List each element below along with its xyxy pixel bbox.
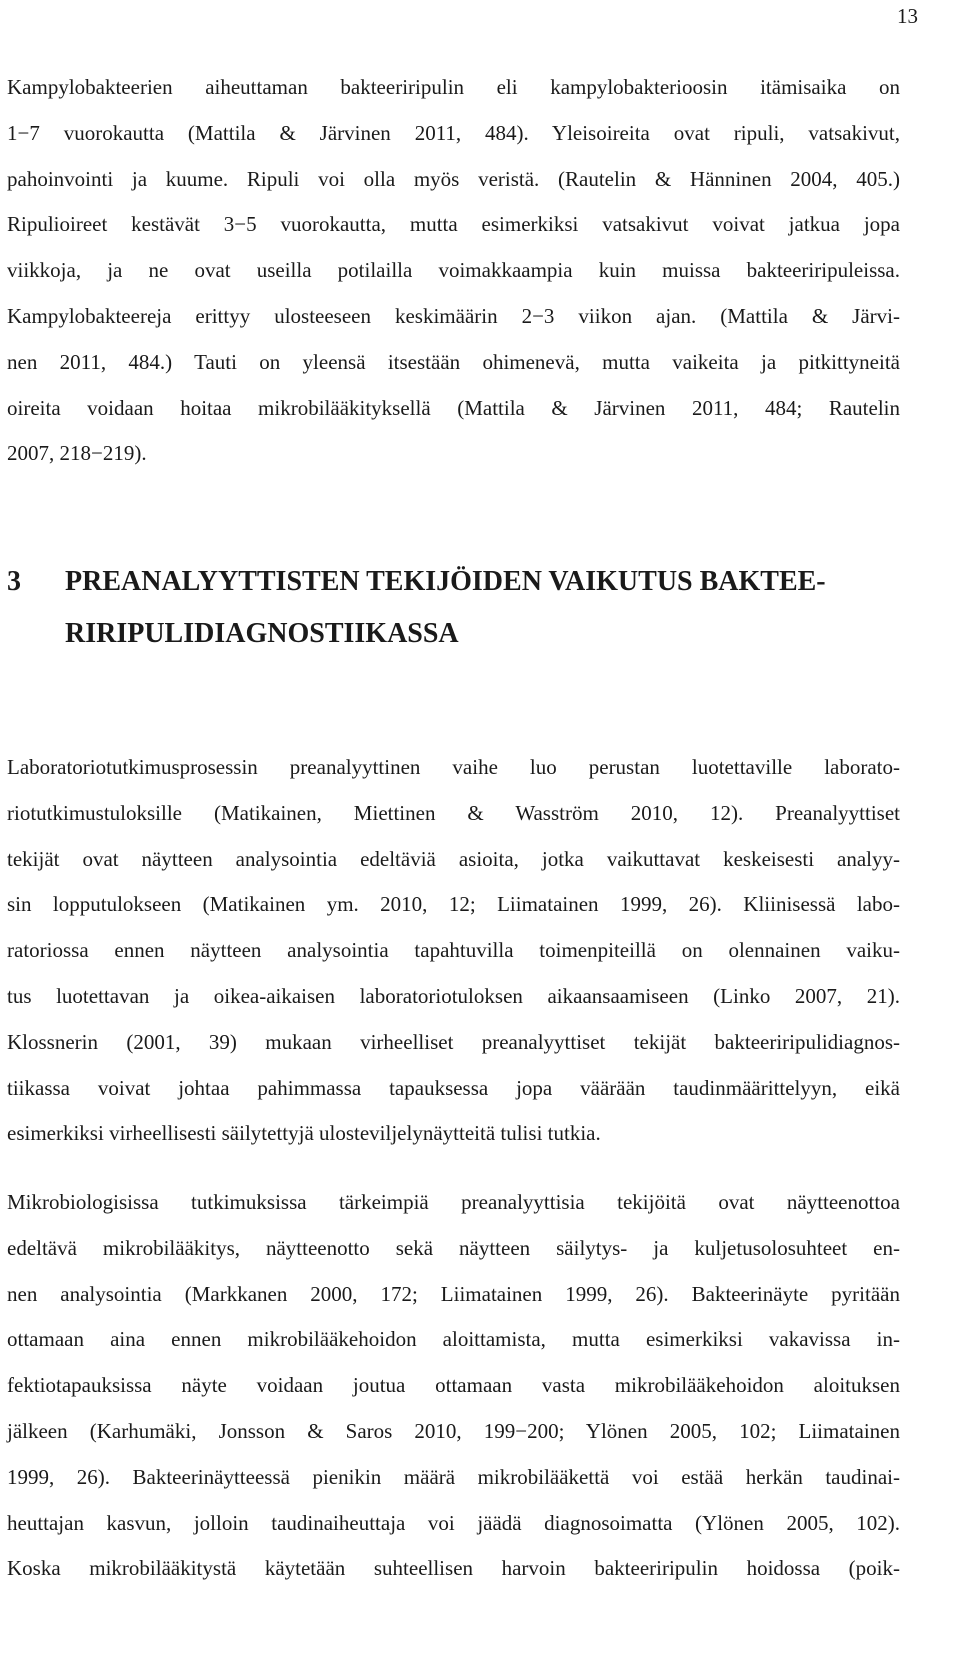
text-line: fektiotapauksissa näyte voidaan joutua ottamaan vasta mikrobilääkehoidon aloituksen <box>7 1373 900 1398</box>
text-line: tus luotettavan ja oikea-aikaisen laboratoriotuloksen aikaansaamiseen (Linko 2007, 21). <box>7 983 900 1008</box>
paragraph-mikrobiologiset-tutkimukset <box>7 1180 900 1592</box>
text-line: 1−7 vuorokautta (Mattila & Järvinen 2011, 484). Yleisoireita ovat ripuli, vatsakivut, <box>7 120 900 145</box>
paragraph-kampylobakteerit <box>7 65 900 477</box>
text-line: Kampylobakteereja erittyy ulosteeseen keskimäärin 2−3 viikon ajan. (Mattila & Järvi- <box>7 303 900 328</box>
text-line: esimerkiksi virheellisesti säilytettyjä ulosteviljelynäytteitä tulisi tutkia. <box>7 1121 601 1146</box>
text-line: edeltävä mikrobilääkitys, näytteenotto sekä näytteen säilytys- ja kuljetusolosuhteet en- <box>7 1235 900 1260</box>
section-number: 3 <box>7 566 21 597</box>
text-line: ratoriossa ennen näytteen analysointia tapahtuvilla toimenpiteillä on olennainen vaiku- <box>7 938 900 963</box>
text-line: Koska mikrobilääkitystä käytetään suhteellisen harvoin bakteeriripulin hoidossa (poik- <box>7 1556 900 1581</box>
text-line: jälkeen (Karhumäki, Jonsson & Saros 2010, 199−200; Ylönen 2005, 102; Liimatainen <box>7 1418 900 1443</box>
section-heading <box>7 556 900 660</box>
text-line: heuttajan kasvun, jolloin taudinaiheuttaja voi jäädä diagnosoimatta (Ylönen 2005, 102). <box>7 1510 900 1535</box>
text-line: tekijät ovat näytteen analysointia edeltäviä asioita, jotka vaikuttavat keskeisesti analyy- <box>7 846 900 871</box>
text-line: viikkoja, ja ne ovat useilla potilailla voimakkaampia kuin muissa bakteeriripuleissa. <box>7 258 900 283</box>
text-line: nen analysointia (Markkanen 2000, 172; Liimatainen 1999, 26). Bakteerinäyte pyritään <box>7 1281 900 1306</box>
text-line: ottamaan aina ennen mikrobilääkehoidon aloittamista, mutta esimerkiksi vakavissa in- <box>7 1327 900 1352</box>
paragraph-preanalyyttinen-vaihe <box>7 745 900 1157</box>
text-line: 1999, 26). Bakteerinäytteessä pienikin määrä mikrobilääkettä voi estää herkän taudinai- <box>7 1464 900 1489</box>
text-line: sin lopputulokseen (Matikainen ym. 2010, 12; Liimatainen 1999, 26). Kliinisessä labo- <box>7 892 900 917</box>
section-title-part-2: RIRIPULIDIAGNOSTIIKASSA <box>65 618 459 649</box>
text-line: 2007, 218−219). <box>7 441 147 466</box>
text-line: Klossnerin (2001, 39) mukaan virheelliset preanalyyttiset tekijät bakteeriripulidiagnos- <box>7 1029 900 1054</box>
text-line: Ripulioireet kestävät 3−5 vuorokautta, mutta esimerkiksi vatsakivut voivat jatkua jopa <box>7 212 900 237</box>
text-line: nen 2011, 484.) Tauti on yleensä itsestään ohimenevä, mutta vaikeita ja pitkittyneitä <box>7 349 900 374</box>
section-title-part-1: PREANALYYTTISTEN TEKIJÖIDEN VAIKUTUS BAKTEE- <box>65 566 826 597</box>
text-line: pahoinvointi ja kuume. Ripuli voi olla myös veristä. (Rautelin & Hänninen 2004, 405.) <box>7 166 900 191</box>
text-line: Mikrobiologisissa tutkimuksissa tärkeimpiä preanalyyttisia tekijöitä ovat näytteenottoa <box>7 1190 900 1214</box>
text-line: riotutkimustuloksille (Matikainen, Miettinen & Wasström 2010, 12). Preanalyyttiset <box>7 800 900 825</box>
page-number: 13 <box>897 4 918 28</box>
text-line: tiikassa voivat johtaa pahimmassa tapauksessa jopa väärään taudinmäärittelyyn, eikä <box>7 1075 900 1100</box>
text-line: Laboratoriotutkimusprosessin preanalyyttinen vaihe luo perustan luotettaville laborato- <box>7 755 900 779</box>
text-line: Kampylobakteerien aiheuttaman bakteeriripulin eli kampylobakterioosin itämisaika on <box>7 75 900 99</box>
text-line: oireita voidaan hoitaa mikrobilääkityksellä (Mattila & Järvinen 2011, 484; Rautelin <box>7 395 900 420</box>
section-heading-line-1 <box>7 556 900 608</box>
